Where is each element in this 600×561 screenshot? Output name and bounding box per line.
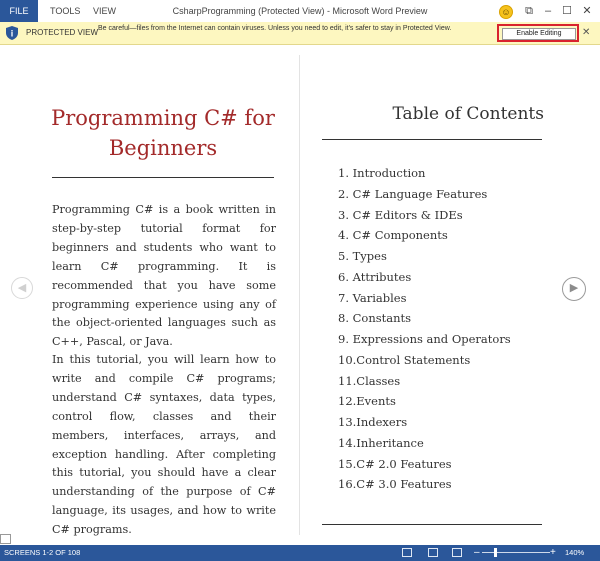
- enable-editing-button[interactable]: Enable Editing: [502, 28, 576, 40]
- close-window-button[interactable]: ✕: [582, 5, 592, 17]
- intro-paragraph: Programming C# is a book written in step-by-step tutorial format for beginners and students who want to learn C# programming. It is recommended that you have some programming experience using any of the object-oriented languages such as C++, Pascal, or Java.: [52, 203, 276, 349]
- toc-item[interactable]: 2. C# Language Features: [338, 186, 488, 201]
- toc-item[interactable]: 3. C# Editors & IDEs: [338, 207, 463, 222]
- zoom-level[interactable]: 140%: [565, 548, 585, 557]
- web-layout-icon[interactable]: [452, 548, 462, 557]
- toc-item[interactable]: 9. Expressions and Operators: [338, 332, 511, 346]
- protected-view-message: Be careful—files from the Internet can contain viruses. Unless you need to edit, it's safer to stay in Protected View.: [98, 25, 452, 32]
- maximize-button[interactable]: ☐: [562, 5, 572, 17]
- tab-tools[interactable]: TOOLS: [50, 6, 81, 16]
- toc-item[interactable]: 5. Types: [338, 249, 387, 263]
- close-protected-bar-icon[interactable]: ✕: [582, 27, 591, 38]
- previous-page-icon[interactable]: ◀: [11, 277, 33, 299]
- toc-title: Table of Contents: [392, 104, 544, 124]
- toc-item[interactable]: 12.Events: [338, 394, 396, 409]
- page-divider: [299, 55, 300, 535]
- toc-item[interactable]: 4. C# Components: [338, 228, 448, 243]
- toc-item[interactable]: 16.C# 3.0 Features: [338, 477, 452, 492]
- title-bar: [0, 0, 600, 23]
- toc-item[interactable]: 15.C# 2.0 Features: [338, 456, 452, 471]
- zoom-in-button[interactable]: +: [550, 547, 556, 558]
- print-layout-icon[interactable]: [428, 548, 438, 557]
- toc-item[interactable]: 13.Indexers: [338, 415, 408, 429]
- feedback-smiley-icon[interactable]: ☺: [499, 5, 513, 19]
- toc-item[interactable]: 10.Control Statements: [338, 352, 471, 367]
- window-title: CsharpProgramming (Protected View) - Microsoft Word Preview: [172, 6, 428, 16]
- toc-item[interactable]: 6. Attributes: [338, 269, 412, 284]
- tutorial-paragraph: In this tutorial, you will learn how to write and compile C# programs; understand C# syntaxes, data types, control flow, classes and their members, interfaces, arrays, and exception handling. After completing this tutorial, you should have a clear understanding of the purpose of C# language, its usages, and how to write C# programs.: [52, 353, 276, 537]
- toc-item[interactable]: 11.Classes: [338, 373, 401, 388]
- toc-rule: [322, 139, 542, 140]
- book-title: Programming C# for Beginners: [51, 106, 275, 160]
- toc-item[interactable]: 7. Variables: [338, 290, 407, 305]
- zoom-out-button[interactable]: –: [474, 547, 480, 558]
- shield-icon: [6, 26, 18, 40]
- tab-file[interactable]: FILE: [0, 0, 38, 22]
- status-bar: [0, 545, 600, 561]
- toc-list: [338, 163, 511, 495]
- zoom-slider-thumb[interactable]: [494, 548, 497, 557]
- tab-view[interactable]: VIEW: [93, 6, 117, 16]
- toc-item[interactable]: 8. Constants: [338, 311, 412, 326]
- toc-bottom-rule: [322, 524, 542, 525]
- corner-checkbox[interactable]: [0, 534, 11, 544]
- title-rule: [52, 177, 274, 178]
- next-page-icon[interactable]: ▶: [562, 277, 586, 301]
- read-mode-icon[interactable]: [402, 548, 412, 557]
- zoom-slider[interactable]: [482, 552, 550, 553]
- ribbon-display-options-icon[interactable]: ⧉: [525, 5, 533, 17]
- page-count: SCREENS 1-2 OF 108: [4, 548, 81, 557]
- toc-item[interactable]: 14.Inheritance: [338, 435, 424, 450]
- svg-text:i: i: [10, 28, 14, 39]
- toc-item[interactable]: 1. Introduction: [338, 166, 426, 180]
- enable-editing-highlight: [497, 24, 579, 42]
- minimize-button[interactable]: –: [544, 5, 552, 17]
- protected-view-label: PROTECTED VIEW: [26, 28, 99, 37]
